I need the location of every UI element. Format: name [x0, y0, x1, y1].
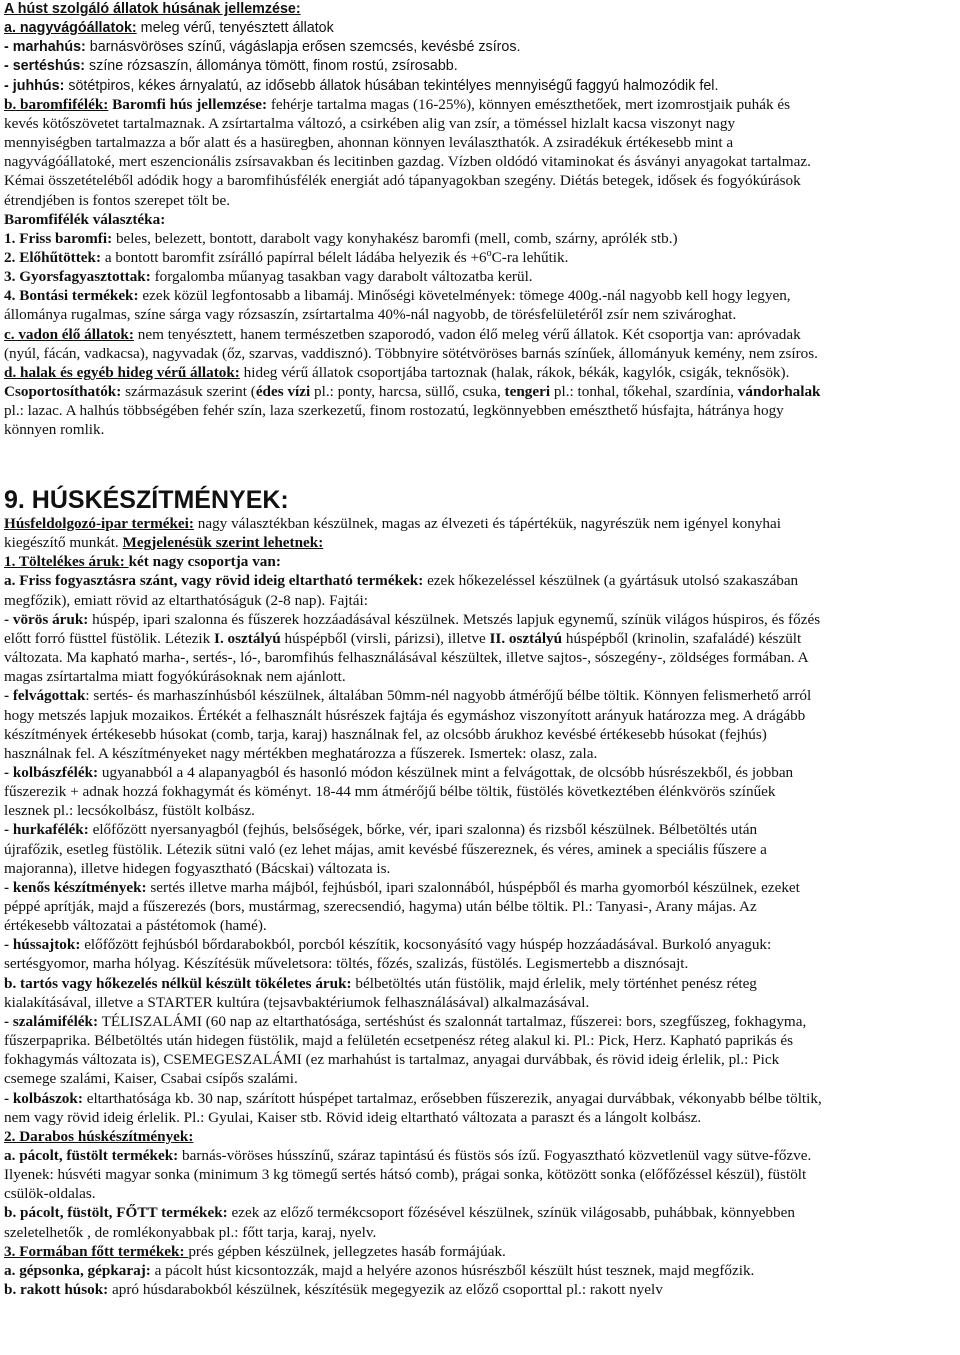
- text-line: [4, 152, 956, 172]
- text-line: [4, 1127, 956, 1147]
- text-span: pl.: ponty, harcsa, süllő, csuka,: [310, 383, 505, 400]
- text-span: - kenős készítmények:: [4, 879, 147, 896]
- text-line: [4, 420, 956, 440]
- text-line: [4, 325, 956, 345]
- text-span: - marhahús:: [4, 39, 86, 55]
- text-line: [4, 1069, 956, 1089]
- text-span: : sertés- és marhaszínhúsból készülnek, általában 50mm-nél nagyobb átmérőjű bélbe töltik. Könnyen felismerhető arról: [85, 687, 812, 704]
- text-span: b. rakott húsok:: [4, 1281, 109, 1298]
- text-line: [4, 935, 956, 955]
- text-span: 3. Formában főtt termékek:: [4, 1243, 189, 1260]
- text-span: könnyen romlik.: [4, 421, 105, 438]
- text-line: [4, 954, 956, 974]
- text-span: két nagy csoportja van:: [128, 553, 281, 570]
- text-span: ezek közül legfontosabb a libamáj. Minőségi követelmények: tömege 400g.-nál nagyobb kell hogy legyen,: [138, 287, 791, 304]
- text-span: mennyiségben tartalmazza a bőr alatt és a hasüregben, ahonnan könnyen leválaszthatók. A zsiradékuk értékesebb mint a: [4, 134, 734, 151]
- text-line: [4, 686, 956, 706]
- text-span: (nyúl, fácán, vadkacsa), nagyvadak (őz, szarvas, vaddisznó). Többnyire sötétvöröses barnás színűek, állományuk kemény, nem zsíros.: [4, 345, 818, 362]
- text-span: sötétpiros, kékes árnyalatú, az idősebb állatok húsában tekintélyes mennyiségű faggyú halmozódik fel.: [64, 78, 719, 94]
- text-span: b. baromfifélék:: [4, 96, 109, 113]
- text-span: Baromfifélék választéka:: [4, 211, 166, 228]
- text-line: [4, 993, 956, 1013]
- text-span: - hússajtok:: [4, 936, 81, 953]
- text-span: húspépből (krinolin, szafaládé) készült: [562, 630, 802, 647]
- text-span: változata. Ma kapható marha-, sertés-, ló-, baromfihús felhasználásával készültek, illetve sajtos-, sószegény-, zöldséges formában. A: [4, 649, 809, 666]
- text-line: [4, 210, 956, 230]
- text-line: [4, 878, 956, 898]
- text-span: előfőzött fejhúsból bőrdarabokból, porcból készítik, kocsonyásító vagy húspép hozzáadásával. Burkoló anyaguk:: [80, 936, 772, 953]
- text-span: 3. Gyorsfagyasztottak:: [4, 268, 151, 285]
- text-span: színe rózsaszín, állománya tömött, finom rostú, zsírosabb.: [85, 58, 458, 74]
- text-span: C-ra lehűtik.: [491, 249, 569, 266]
- text-span: vándorhalak: [737, 383, 821, 400]
- text-line: [4, 974, 956, 994]
- text-span: lesznek pl.: lecsókolbász, füstölt kolbász.: [4, 802, 255, 819]
- text-line: [4, 1050, 956, 1070]
- text-span: hogy metszés lapjuk mozaikos. Értékét a felhasznált húsrészek fajtája és egymáshoz viszonyított arányuk határozza meg. A drágább: [4, 707, 806, 724]
- text-line: [4, 820, 956, 840]
- text-line: [4, 1280, 956, 1300]
- text-line: [4, 305, 956, 325]
- text-span: a pácolt húst kicsontozzák, majd a helyére azonos húsrészből készült húst tesznek, majd megfőzik.: [150, 1262, 755, 1279]
- text-line: [4, 782, 956, 802]
- text-span: b. pácolt, füstölt, FŐTT termékek:: [4, 1204, 228, 1221]
- text-line: [4, 725, 956, 745]
- text-span: fűszerezik + adnak hozzá fokhagymát és köményt. 18-44 mm átmérőjű bélbe töltik, füstölés következtében élénkvörös színűek: [4, 783, 776, 800]
- text-line: [4, 916, 956, 936]
- text-line: [4, 363, 956, 383]
- text-line: [4, 801, 956, 821]
- text-span: fűszerpaprika. Bélbetöltés után hidegen füstölik, majd a felületén ecsetpenész réteg alakul ki. Pl.: Pick, Herz. Kapható paprikás és: [4, 1032, 794, 1049]
- text-span: prés gépben készülnek, jellegzetes hasáb formájúak.: [188, 1243, 506, 1260]
- text-span: forgalomba műanyag tasakban vagy darabolt változatba kerül.: [150, 268, 533, 285]
- text-span: nagy választékban készülnek, magas az élvezeti és tápértékük, nagyrészük nem igényel konyhai: [193, 515, 781, 532]
- text-line: [4, 533, 956, 553]
- text-line: [4, 610, 956, 630]
- text-line: [4, 859, 956, 879]
- text-span: o: [486, 248, 492, 259]
- text-line: [4, 1031, 956, 1051]
- text-line: [4, 229, 956, 249]
- text-span: ezek hőkezeléssel készülnek (a gyártásuk utolsó szakaszában: [423, 572, 799, 589]
- text-span: d. halak és egyéb hideg vérű állatok:: [4, 364, 240, 381]
- text-span: TÉLISZALÁMI (60 nap az eltarthatósága, sertéshúst és szalonnát tartalmaz, fűszerei: bors, szegfűszeg, fokhagyma,: [98, 1013, 807, 1030]
- text-line: [4, 76, 956, 96]
- text-line: [4, 1261, 956, 1281]
- text-span: értékesebb változatai a pástétomok (hamé).: [4, 917, 267, 934]
- text-span: fehérje tartalma magas (16-25%), könnyen emészthetőek, mert izomrostjaik puhák és: [267, 96, 791, 113]
- text-line: [4, 1089, 956, 1109]
- text-span: bélbetöltés után füstölik, majd érlelik, mely történhet penész réteg: [351, 975, 757, 992]
- text-span: 2. Darabos húskészítmények:: [4, 1128, 194, 1145]
- text-line: [4, 744, 956, 764]
- text-span: húspép, ipari szalonna és fűszerek hozzáadásával készülnek. Metszés lapjuk egynemű, színük világos húspiros, és főzés: [88, 611, 821, 628]
- text-line: [4, 37, 956, 57]
- text-line: [4, 286, 956, 306]
- text-line: [4, 1203, 956, 1223]
- text-line: [4, 514, 956, 534]
- text-span: a. Friss fogyasztásra szánt, vagy rövid ideig eltartható termékek:: [4, 572, 424, 589]
- text-span: Kémai összetételéből adódik hogy a baromfihúsfélék energiát adó tápanyagokban szegény. Diétás betegek, idősek és fogyókúrások: [4, 172, 801, 189]
- text-line: [4, 1012, 956, 1032]
- text-span: - szalámifélék:: [4, 1013, 99, 1030]
- text-line: [4, 897, 956, 917]
- text-span: - vörös áruk:: [4, 611, 89, 628]
- text-line: [4, 571, 956, 591]
- text-line: [4, 552, 956, 572]
- text-span: apró húsdarabokból készülnek, készítésük megegyezik az előző csoporttal pl.: rakott nyelv: [108, 1281, 663, 1298]
- text-span: Baromfi hús jellemzése:: [108, 96, 268, 113]
- text-span: származásuk szerint (: [121, 383, 256, 400]
- text-span: kevés kötőszövetet tartalmaznak. A zsírtartalma változó, a csirkében alig van zsír, a töméssel hizlalt kacsa viszonyt nagy: [4, 115, 736, 132]
- text-span: beles, belezett, bontott, darabolt vagy konyhakész baromfi (mell, comb, szárny, aprólék stb.): [112, 230, 678, 247]
- text-span: állománya rugalmas, színe sárga vagy rózsaszín, zsírtartalma 40%-nál nagyobb, de törésfelületéről zsír nem szivároghat.: [4, 306, 737, 323]
- text-line: [4, 706, 956, 726]
- text-line: [4, 248, 956, 268]
- text-span: magas zsírtartalma miatt fogyókúrásoknak nem ajánlott.: [4, 668, 346, 685]
- text-line: [4, 667, 956, 687]
- text-span: II. osztályú: [489, 630, 563, 647]
- text-span: a bontott baromfit zsírálló papírral bélelt ládába helyezik és +6: [101, 249, 487, 266]
- text-line: [4, 56, 956, 76]
- text-span: szeletelhetők , de romlékonyabbak pl.: főtt tarja, karaj, nyelv.: [4, 1224, 377, 1241]
- section-heading: 9. HÚSKÉSZÍTMÉNYEK:: [4, 486, 289, 514]
- text-span: 1. Töltelékes áruk:: [4, 553, 129, 570]
- text-span: kialakításával, illetve a STARTER kultúra (tejsavbaktériumok felhasználásával) alkalmazásával.: [4, 994, 590, 1011]
- text-line: [4, 1184, 956, 1204]
- text-span: eltarthatósága kb. 30 nap, szárított húspépet tartalmaz, erősebben fűszerezik, anyagai durvábbak, vékonyabb bélbe töltik,: [82, 1090, 822, 1107]
- text-line: [4, 591, 956, 611]
- text-span: pl.: tonhal, tőkehal, szardínia,: [550, 383, 738, 400]
- text-line: [4, 18, 956, 38]
- text-span: Megjelenésük szerint lehetnek:: [122, 534, 324, 551]
- text-span: tengeri: [504, 383, 551, 400]
- text-line: [4, 267, 956, 287]
- text-span: 1. Friss baromfi:: [4, 230, 113, 247]
- text-span: sertés illetve marha májból, fejhúsból, ipari szalonnából, húspépből és marha gyomorból készülnek, ezeket: [146, 879, 800, 896]
- text-span: barnás-vöröses hússzínű, száraz tapintású és füstös sós ízű. Fogyasztható közvetlenül vagy sütve-főzve.: [178, 1147, 812, 1164]
- text-span: meleg vérű, tenyésztett állatok: [136, 20, 334, 36]
- text-span: - juhhús:: [4, 78, 65, 94]
- text-span: előfőzött nyersanyagból (fejhús, belsőségek, bőrke, vér, ipari szalonna) és rizsből készülnek. Bélbetöltés után: [88, 821, 758, 838]
- text-line: [4, 191, 956, 211]
- text-line: [4, 95, 956, 115]
- text-span: húspépből (virsli, párizsi), illetve: [280, 630, 490, 647]
- text-line: [4, 840, 956, 860]
- text-span: ezek az előző termékcsoport főzésével készülnek, színük világosabb, puhábbak, könnyebben: [227, 1204, 795, 1221]
- text-span: a. nagyvágóállatok:: [4, 20, 137, 36]
- text-span: nagyvágóállatoké, mert eszencionális zsírsavakban és lecitinben gazdag. Vízben oldódó vitaminokat és ásványi anyagokat tartalmaz.: [4, 153, 811, 170]
- text-line: [4, 344, 956, 364]
- text-line: [4, 1146, 956, 1166]
- text-line: [4, 629, 956, 649]
- text-span: a. pácolt, füstölt termékek:: [4, 1147, 179, 1164]
- text-span: 2. Előhűtöttek:: [4, 249, 102, 266]
- text-span: nem vagy rövid ideig érlelik. Pl.: Gyulai, Kaiser stb. Rövid ideig eltartható változata a paraszt és a lángolt kolbász.: [4, 1109, 702, 1126]
- text-span: 4. Bontási termékek:: [4, 287, 139, 304]
- text-span: étrendjében is fontos szerepet tölt be.: [4, 192, 231, 209]
- text-line: [4, 763, 956, 783]
- text-span: fokhagymás változata is), CSEMEGESZALÁMI (ez marhahúst is tartalmaz, anyagai durvábbak, és rövid ideig érlelik, pl.: Pick: [4, 1051, 780, 1068]
- text-line: [4, 1108, 956, 1128]
- text-line: [4, 171, 956, 191]
- text-span: Ilyenek: húsvéti magyar sonka (minimum 3 kg tömegű sertés hátsó comb), prágai sonka, kötözött sonka (előfőzéssel készül), füstölt: [4, 1166, 807, 1183]
- text-span: majoranna), illetve hidegen fogyasztható (Bácskai) változata is.: [4, 860, 391, 877]
- text-span: készítmények értékesebb húsokat (comb, tarja, karaj) használnak fel, az olcsóbb árukhoz kevésbé értékesebb húsokat (fejhús): [4, 726, 767, 743]
- text-span: csülök-oldalas.: [4, 1185, 96, 1202]
- text-span: - kolbászfélék:: [4, 764, 99, 781]
- text-line: [4, 382, 956, 402]
- text-span: c. vadon élő állatok:: [4, 326, 134, 343]
- text-span: használnak fel. A készítményeket nagy mértékben meghatározza a fűszerek. Ismertek: olasz, zala.: [4, 745, 598, 762]
- text-span: megfőzik), emiatt rövid az eltarthatóságuk (2-8 nap). Fajtái:: [4, 592, 368, 609]
- text-span: péppé aprítják, majd a fűszerezés (bors, mustármag, szerecsendió, hagyma) után bélbe töltik. Pl.: Tanyasi-, Arany májas. Az: [4, 898, 757, 915]
- text-line: [4, 1165, 956, 1185]
- text-line: [4, 401, 956, 421]
- text-span: A húst szolgáló állatok húsának jellemzése:: [4, 1, 301, 17]
- text-span: I. osztályú: [214, 630, 281, 647]
- text-span: pl.: lazac. A halhús többségében fehér szín, laza szerkezetű, finom rostozatú, legkönnyebben emészthető húsfajta, hátránya hogy: [4, 402, 784, 419]
- text-span: ugyanabból a 4 alapanyagból és hasonló módon készülnek mint a felvágottak, de olcsóbb húsrészekből, és jobban: [98, 764, 794, 781]
- text-line: [4, 0, 956, 19]
- text-line: [4, 133, 956, 153]
- text-span: előtt forró füsttel füstölik. Létezik: [4, 630, 215, 647]
- text-line: [4, 114, 956, 134]
- text-line: [4, 648, 956, 668]
- text-span: kiegészítő munkát.: [4, 534, 123, 551]
- text-span: nem tenyésztett, hanem természetben szaporodó, vadon élő meleg vérű állatok. Két csoportja van: apróvadak: [133, 326, 801, 343]
- text-span: csemege szalámi, Kaiser, Csabai csípős szalámi.: [4, 1070, 298, 1087]
- text-span: édes vízi: [255, 383, 311, 400]
- text-span: újrafőzik, esetleg füstölik. Létezik sütni való (ez lehet májas, amit kevésbé fűszereznek, és véres, aminek a speciális fűszere a: [4, 841, 767, 858]
- text-span: hideg vérű állatok csoportjába tartoznak (halak, rákok, békák, kagylók, csigák, teknősök).: [239, 364, 790, 381]
- text-span: Húsfeldolgozó-ipar termékei:: [4, 515, 194, 532]
- text-span: - kolbászok:: [4, 1090, 83, 1107]
- text-span: sertésgyomor, marha hólyag. Készítésük műveletsora: töltés, főzés, szalizás, füstölés. Legismertebb a disznósajt.: [4, 955, 689, 972]
- text-span: Csoportosíthatók:: [4, 383, 122, 400]
- text-span: barnásvöröses színű, vágáslapja erősen szemcsés, kevésbé zsíros.: [85, 39, 521, 55]
- text-span: b. tartós vagy hőkezelés nélkül készült tökéletes áruk:: [4, 975, 352, 992]
- text-line: [4, 1223, 956, 1243]
- text-span: - felvágottak: [4, 687, 86, 704]
- text-span: - sertéshús:: [4, 58, 86, 74]
- text-line: [4, 1242, 956, 1262]
- text-span: - hurkafélék:: [4, 821, 89, 838]
- text-span: a. gépsonka, gépkaraj:: [4, 1262, 151, 1279]
